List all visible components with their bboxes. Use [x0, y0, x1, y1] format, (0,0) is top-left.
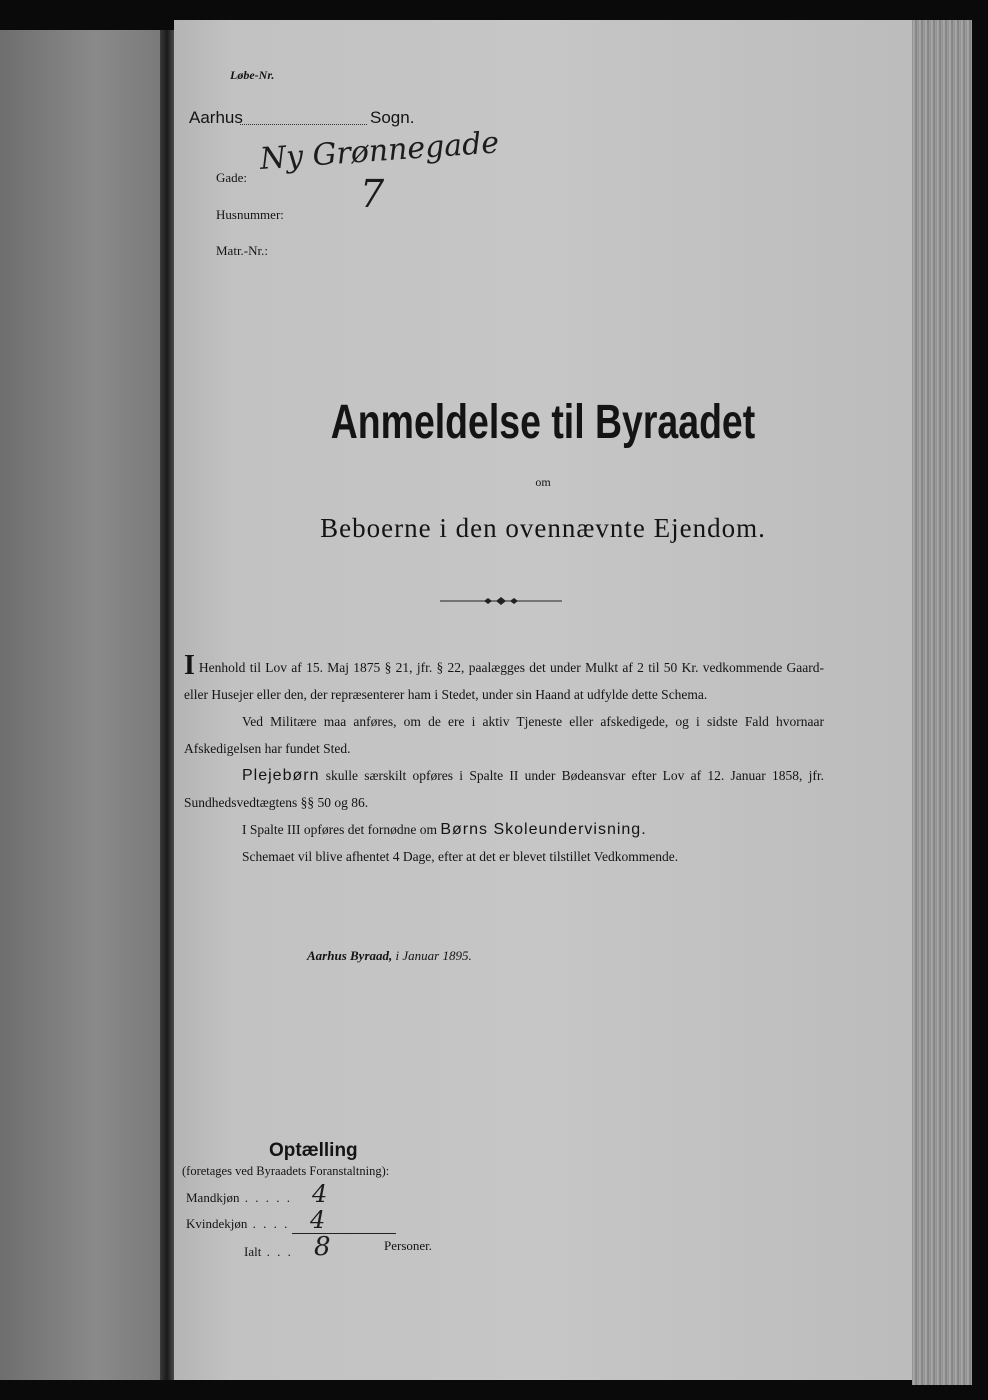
- ornament-divider: [440, 595, 562, 607]
- instructions-paragraph-5: Schemaet vil blive afhentet 4 Dage, efter at det er blevet tilstillet Vedkommende.: [242, 849, 679, 864]
- drop-cap: I: [184, 650, 195, 681]
- signature-date: i Januar 1895.: [395, 948, 472, 963]
- sum-rule: [292, 1233, 396, 1234]
- kvindekjon-label: Kvindekjøn . . . .: [186, 1216, 290, 1231]
- mandkjon-label: Mandkjøn . . . . .: [186, 1190, 292, 1205]
- left-page: [0, 30, 160, 1380]
- instructions-paragraph-2: Ved Militære maa anføres, om de ere i aktiv Tjeneste eller afskedigede, og i sidste Fald hvornaar Afskedigelsen har fundet Sted.: [184, 714, 824, 756]
- plejeborn-term: Plejebørn: [242, 767, 320, 784]
- lobe-nr-label: Løbe-Nr.: [230, 68, 275, 82]
- kvindekjon-label-text: Kvindekjøn: [186, 1216, 248, 1231]
- husnummer-label: Husnummer:: [216, 207, 284, 222]
- mandkjon-label-text: Mandkjøn: [186, 1190, 240, 1205]
- book-gutter: [160, 30, 174, 1380]
- instructions-paragraph-3: [184, 762, 824, 816]
- skoleundervisning-term: Børns Skoleundervisning.: [440, 821, 647, 838]
- instructions-body: [184, 652, 824, 870]
- kvindekjon-value-handwritten: 4: [310, 1206, 326, 1234]
- instructions-paragraph-4: [184, 816, 824, 843]
- optaelling-title: Optælling: [269, 1140, 358, 1161]
- paragraph-3-text: skulle særskilt opføres i Spalte II under Bødeansvar efter Lov af 12. Januar 1858, jfr. Sundhedsvedtægtens §§ 50 og 86.: [184, 768, 825, 810]
- paragraph-4-text: I Spalte III opføres det fornødne om: [242, 822, 437, 837]
- ialt-label: Ialt . . .: [244, 1244, 293, 1259]
- personer-label: Personer.: [384, 1238, 433, 1253]
- husnummer-value-handwritten: 7: [360, 172, 385, 216]
- mandkjon-value-handwritten: 4: [312, 1180, 328, 1208]
- gade-value-handwritten: Ny Grønnegade: [258, 125, 501, 177]
- gade-label: Gade:: [216, 170, 248, 185]
- title-connector: om: [535, 475, 551, 489]
- optaelling-subtitle: (foretages ved Byraadets Foranstaltning):: [182, 1164, 390, 1178]
- document-title: Anmeldelse til Byraadet: [330, 396, 756, 449]
- city-label: Aarhus: [189, 108, 243, 127]
- ialt-value-handwritten: 8: [314, 1232, 331, 1262]
- instructions-paragraph-1: [184, 652, 824, 708]
- ialt-label-text: Ialt: [244, 1244, 262, 1259]
- sogn-label: Sogn.: [370, 108, 415, 127]
- document-subtitle: Beboerne i den ovennævnte Ejendom.: [320, 513, 766, 543]
- signature-line: [307, 948, 472, 964]
- document-page: [174, 20, 912, 1380]
- paragraph-1-text: Henhold til Lov af 15. Maj 1875 § 21, jfr. § 22, paalægges det under Mulkt af 2 til 50 Kr. vedkommende Gaard- eller Husejer eller den, der repræsenterer ham i Stedet, under sin Haand at udfylde dette Schema.: [184, 660, 824, 702]
- signature-org: Aarhus Byraad,: [307, 948, 393, 963]
- matr-nr-label: Matr.-Nr.:: [216, 243, 268, 258]
- sogn-line: [240, 124, 367, 125]
- page-edges: [912, 20, 972, 1385]
